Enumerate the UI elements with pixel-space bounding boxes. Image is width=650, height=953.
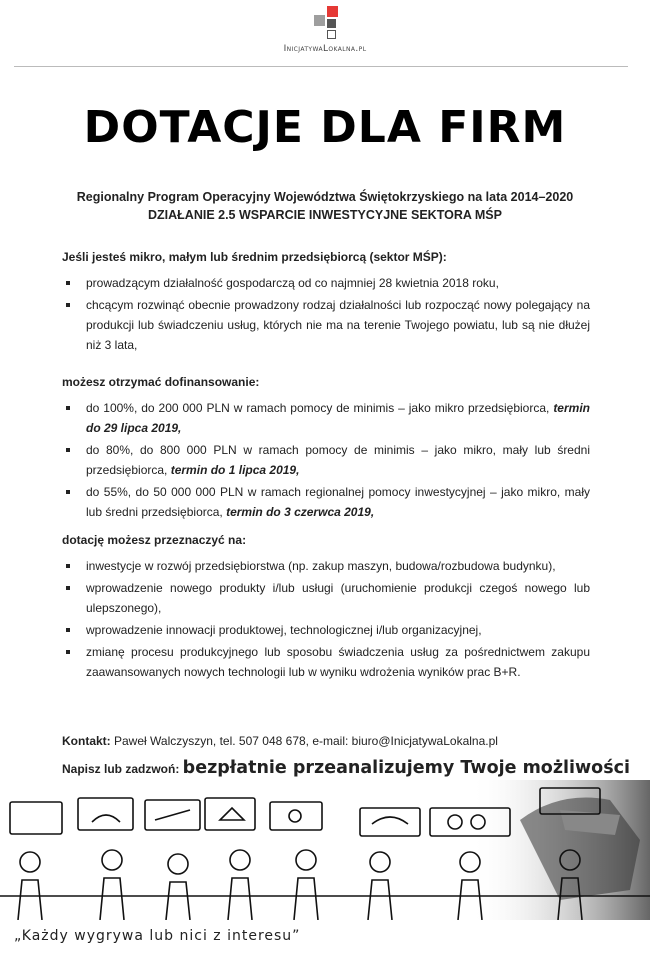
page-title: DOTACJE DLA FIRM: [83, 102, 567, 153]
eligibility-list: [62, 273, 590, 355]
callout-label: Napisz lub zadzwoń:: [62, 762, 183, 776]
purpose-section: [62, 530, 590, 684]
deadline: termin do 1 lipca 2019,: [170, 463, 300, 477]
program-subtitle: [20, 188, 630, 224]
list-item: inwestycje w rozwój przedsiębiorstwa (np. zakup maszyn, budowa/rozbudowa budynku),: [62, 556, 590, 576]
list-item: [62, 440, 590, 480]
logo-text: InicjatywaLokalna.pl: [283, 44, 367, 54]
purpose-list: [62, 556, 590, 682]
list-item: [62, 482, 590, 522]
eligibility-section: [62, 247, 590, 357]
list-item: zmianę procesu produkcyjnego lub sposobu świadczenia usług za pośrednictwem zakupu zaawansowanych nowych technologii lub w wyniku wdrożenia wyników prac B+R.: [62, 642, 590, 682]
contact-details[interactable]: Paweł Walczyszyn, tel. 507 048 678, e-mail: biuro@InicjatywaLokalna.pl: [110, 734, 498, 748]
funding-heading: możesz otrzymać dofinansowanie:: [62, 375, 260, 389]
list-item: chcącym rozwinąć obecnie prowadzony rodzaj działalności lub rozpocząć nowy polegający na produkcji lub świadczeniu usług, których nie ma na terenie Twojego powiatu, lub są nie dłużej niż 3 lata,: [62, 295, 590, 355]
logo-mark: [305, 6, 345, 42]
funding-text: do 100%, do 200 000 PLN w ramach pomocy de minimis – jako mikro przedsiębiorca,: [86, 401, 554, 415]
header-divider: [14, 66, 628, 67]
list-item: [62, 398, 590, 438]
eligibility-heading: Jeśli jesteś mikro, małym lub średnim przedsiębiorcą (sektor MŚP):: [62, 250, 447, 264]
funding-text: do 80%, do 800 000 PLN w ramach pomocy de minimis – jako mikro, mały lub średni przedsiębiorca,: [86, 443, 590, 477]
logo[interactable]: [0, 6, 650, 54]
list-item: wprowadzenie innowacji produktowej, technologicznej i/lub organizacyjnej,: [62, 620, 590, 640]
logo-square-outline: [327, 30, 336, 39]
logo-square-red: [327, 6, 338, 17]
slogan: „Każdy wygrywa lub nici z interesu”: [14, 928, 301, 944]
people-illustration: [0, 780, 650, 920]
call-to-action: [62, 758, 642, 778]
callout-text: bezpłatnie przeanalizujemy Twoje możliwości: [182, 758, 630, 778]
funding-section: [62, 372, 590, 524]
logo-square-dark: [327, 19, 336, 28]
contact-label: Kontakt:: [62, 734, 111, 748]
funding-list: [62, 398, 590, 522]
program-name: Regionalny Program Operacyjny Województwa Świętokrzyskiego na lata 2014–2020: [76, 190, 574, 204]
funding-text: do 55%, do 50 000 000 PLN w ramach regionalnej pomocy inwestycyjnej – jako mikro, mały lub średni przedsiębiorca,: [86, 485, 590, 519]
list-item: prowadzącym działalność gospodarczą od co najmniej 28 kwietnia 2018 roku,: [62, 273, 590, 293]
list-item: wprowadzenie nowego produkty i/lub usługi (uruchomienie produkcji czegoś nowego lub ulepszonego),: [62, 578, 590, 618]
deadline: termin do 3 czerwca 2019,: [226, 505, 375, 519]
purpose-heading: dotację możesz przeznaczyć na:: [62, 533, 247, 547]
program-action: DZIAŁANIE 2.5 WSPARCIE INWESTYCYJNE SEKTORA MŚP: [148, 208, 502, 222]
logo-square-gray: [314, 15, 325, 26]
deadline: termin do 29 lipca 2019,: [86, 401, 590, 435]
contact-line: [62, 734, 498, 748]
